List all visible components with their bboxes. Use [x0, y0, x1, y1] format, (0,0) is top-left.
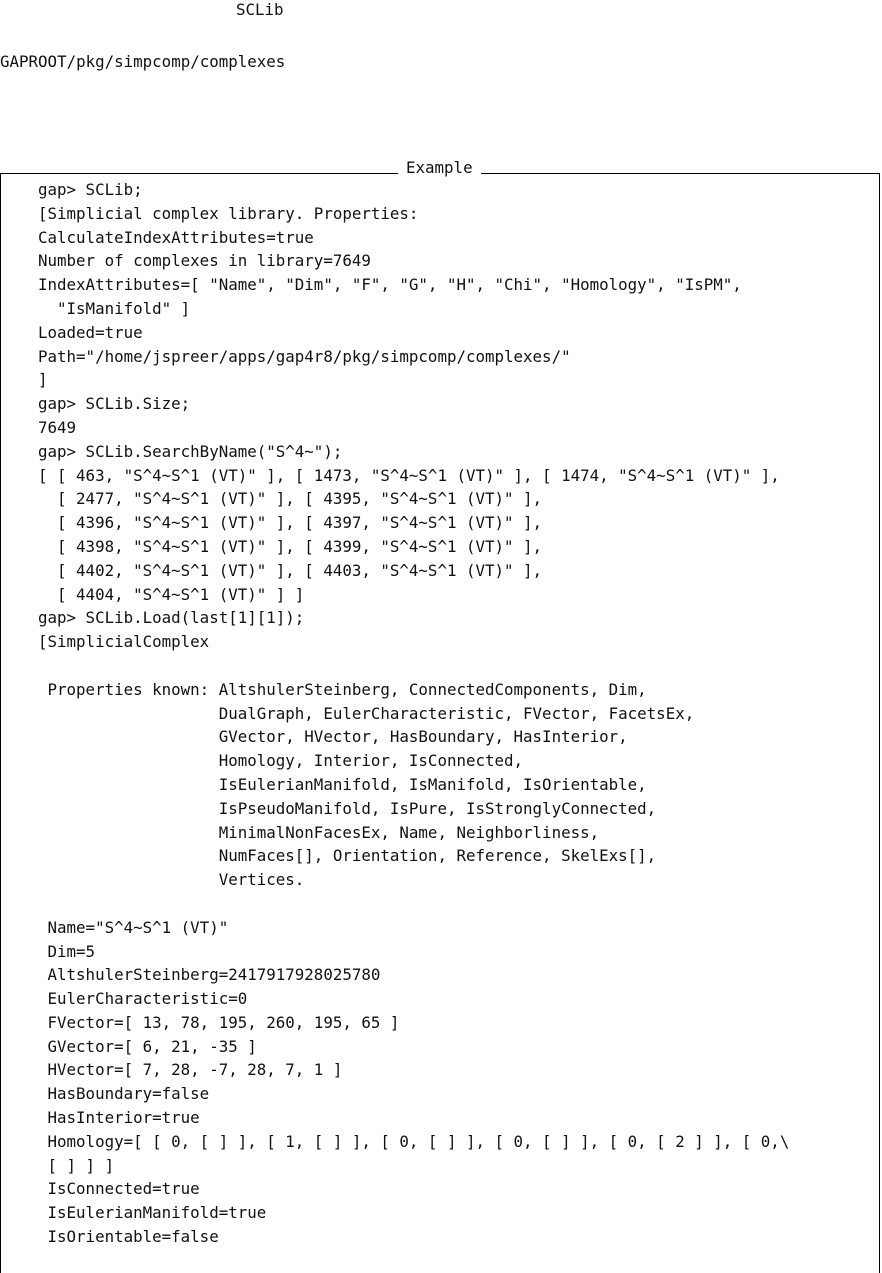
code-line: 7649: [38, 417, 77, 437]
code-line: "IsManifold" ]: [38, 298, 191, 318]
code-line: AltshulerSteinberg=2417917928025780: [38, 965, 381, 985]
code-line: Homology, Interior, IsConnected,: [38, 751, 524, 771]
code-line: gap> SCLib;: [38, 180, 143, 199]
code-line: [38, 654, 789, 678]
code-line: IsPseudoManifold, IsPure, IsStronglyConnected,: [38, 798, 657, 818]
code-line: [ 4396, "S^4~S^1 (VT)" ], [ 4397, "S^4~S^1 (VT)" ],: [38, 513, 543, 533]
code-line: Properties known: AltshulerSteinberg, ConnectedComponents, Dim,: [38, 679, 647, 699]
code-line: [ 4398, "S^4~S^1 (VT)" ], [ 4399, "S^4~S^1 (VT)" ],: [38, 536, 543, 556]
code-line: IndexAttributes=[ "Name", "Dim", "F", "G", "H", "Chi", "Homology", "IsPM",: [38, 275, 742, 295]
code-line: Name="S^4~S^1 (VT)": [38, 917, 229, 937]
code-line: [Simplicial complex library. Properties:: [38, 203, 419, 223]
code-line: IsOrientable=false: [38, 1227, 219, 1247]
code-line: Number of complexes in library=7649: [38, 251, 371, 271]
code-line: HasBoundary=false: [38, 1084, 210, 1104]
code-line: [SimplicialComplex: [38, 632, 210, 652]
code-line: GVector, HVector, HasBoundary, HasInterior,: [38, 727, 628, 747]
code-line: gap> SCLib.Load(last[1][1]);: [38, 608, 305, 628]
code-line: [ 4404, "S^4~S^1 (VT)" ] ]: [38, 584, 305, 604]
code-line: [ 4402, "S^4~S^1 (VT)" ], [ 4403, "S^4~S^1 (VT)" ],: [38, 560, 543, 580]
code-line: CalculateIndexAttributes=true: [38, 227, 314, 247]
code-line: Path="/home/jspreer/apps/gap4r8/pkg/simpcomp/complexes/": [38, 346, 571, 366]
code-line: IsEulerianManifold, IsManifold, IsOrientable,: [38, 774, 647, 794]
code-line: gap> SCLib.Size;: [38, 394, 191, 414]
code-line: IsEulerianManifold=true: [38, 1203, 267, 1223]
code-line: [ ] ] ]: [38, 1155, 115, 1175]
code-line: MinimalNonFacesEx, Name, Neighborliness,: [38, 822, 600, 842]
code-line: IsConnected=true: [38, 1179, 200, 1199]
code-line: ]: [38, 370, 48, 390]
code-line: [ 2477, "S^4~S^1 (VT)" ], [ 4395, "S^4~S^1 (VT)" ],: [38, 489, 543, 509]
code-line: [38, 892, 789, 916]
code-line: Homology=[ [ 0, [ ] ], [ 1, [ ] ], [ 0, [ ] ], [ 0, [ ] ], [ 0, [ 2 ] ], [ 0,\: [38, 1131, 790, 1151]
code-line: HVector=[ 7, 28, -7, 28, 7, 1 ]: [38, 1060, 343, 1080]
example-label: Example: [398, 157, 481, 179]
code-block: [38, 178, 789, 1249]
code-line: FVector=[ 13, 78, 195, 260, 195, 65 ]: [38, 1012, 400, 1032]
code-line: Vertices.: [38, 870, 305, 890]
code-line: [ [ 463, "S^4~S^1 (VT)" ], [ 1473, "S^4~S^1 (VT)" ], [ 1474, "S^4~S^1 (VT)" ],: [38, 465, 780, 485]
code-line: DualGraph, EulerCharacteristic, FVector, FacetsEx,: [38, 703, 695, 723]
code-line: Dim=5: [38, 941, 96, 961]
code-line: HasInterior=true: [38, 1108, 200, 1128]
section-heading: SCLib: [236, 0, 284, 19]
code-line: gap> SCLib.SearchByName("S^4~");: [38, 441, 343, 461]
library-path: GAPROOT/pkg/simpcomp/complexes: [0, 52, 286, 71]
code-line: EulerCharacteristic=0: [38, 989, 248, 1009]
code-line: GVector=[ 6, 21, -35 ]: [38, 1036, 257, 1056]
code-line: Loaded=true: [38, 322, 143, 342]
code-line: NumFaces[], Orientation, Reference, SkelExs[],: [38, 846, 657, 866]
